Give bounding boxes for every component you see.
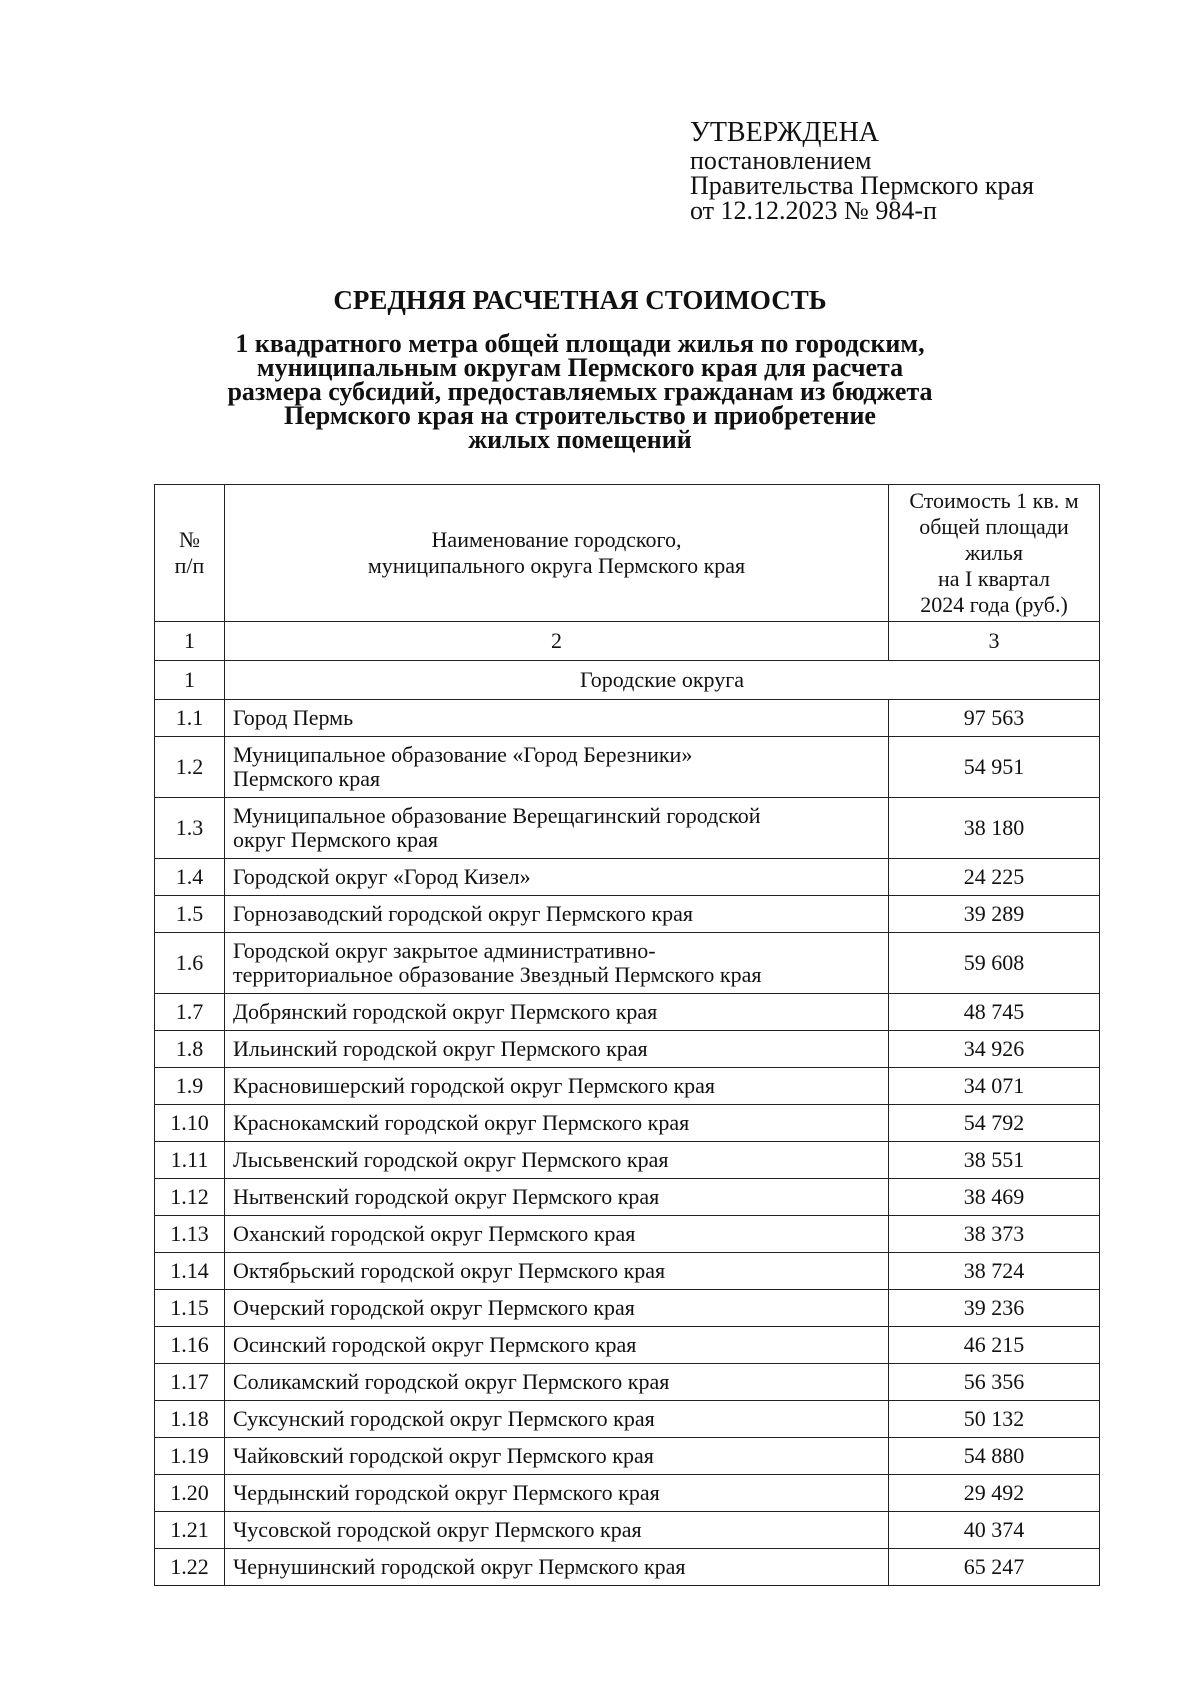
approval-line-1: постановлением — [690, 146, 872, 175]
approval-line-2: Правительства Пермского края — [690, 171, 1034, 200]
row-price: 39 289 — [889, 896, 1100, 933]
column-number-2: 2 — [225, 622, 889, 661]
header-price — [889, 485, 1100, 622]
row-name — [225, 1512, 889, 1549]
row-price: 34 071 — [889, 1068, 1100, 1105]
row-number: 1.3 — [155, 798, 225, 859]
row-price: 54 880 — [889, 1438, 1100, 1475]
subtitle-line-4: Пермского края на строительство и приобретение — [284, 401, 876, 430]
table-row — [155, 1105, 1100, 1142]
row-number: 1.17 — [155, 1364, 225, 1401]
section-number: 1 — [155, 661, 225, 700]
row-number: 1.20 — [155, 1475, 225, 1512]
row-number: 1.16 — [155, 1327, 225, 1364]
row-number: 1.13 — [155, 1216, 225, 1253]
row-number: 1.2 — [155, 737, 225, 798]
row-price: 97 563 — [889, 700, 1100, 737]
approval-stamp — [690, 118, 1034, 223]
row-name-line-1: Городской округ «Город Кизел» — [233, 864, 531, 889]
row-name — [225, 1438, 889, 1475]
row-price: 54 792 — [889, 1105, 1100, 1142]
table-row — [155, 994, 1100, 1031]
row-price: 65 247 — [889, 1549, 1100, 1586]
row-price: 38 469 — [889, 1179, 1100, 1216]
document-subtitle — [150, 329, 1010, 454]
row-name — [225, 1216, 889, 1253]
row-name — [225, 1031, 889, 1068]
row-name — [225, 700, 889, 737]
table-header-row — [155, 485, 1100, 622]
row-name — [225, 1401, 889, 1438]
row-name — [225, 1475, 889, 1512]
table-row — [155, 737, 1100, 798]
row-name-line-1: Городской округ закрытое административно- — [233, 938, 656, 963]
table-row — [155, 1142, 1100, 1179]
row-name-line-1: Муниципальное образование Верещагинский городской — [233, 803, 761, 828]
row-number: 1.11 — [155, 1142, 225, 1179]
row-price: 38 551 — [889, 1142, 1100, 1179]
row-name-line-2: территориальное образование Звездный Пермского края — [233, 962, 762, 987]
row-name-line-1: Лысьвенский городской округ Пермского края — [233, 1147, 669, 1172]
header-number-line-1: № — [179, 527, 200, 552]
row-price: 29 492 — [889, 1475, 1100, 1512]
row-price: 50 132 — [889, 1401, 1100, 1438]
row-name-line-1: Суксунский городской округ Пермского края — [233, 1406, 655, 1431]
row-name-line-1: Чердынский городской округ Пермского края — [233, 1480, 660, 1505]
row-number: 1.22 — [155, 1549, 225, 1586]
approval-line-3: от 12.12.2023 № 984-п — [690, 196, 937, 225]
row-price: 24 225 — [889, 859, 1100, 896]
row-number: 1.8 — [155, 1031, 225, 1068]
table-body — [155, 700, 1100, 1586]
row-name — [225, 798, 889, 859]
row-name — [225, 1549, 889, 1586]
document-heading — [150, 284, 1010, 452]
row-number: 1.9 — [155, 1068, 225, 1105]
row-name-line-1: Ильинский городской округ Пермского края — [233, 1036, 648, 1061]
row-price: 38 373 — [889, 1216, 1100, 1253]
row-name-line-1: Добрянский городской округ Пермского края — [233, 999, 658, 1024]
section-row — [155, 661, 1100, 700]
row-price: 48 745 — [889, 994, 1100, 1031]
row-number: 1.4 — [155, 859, 225, 896]
row-price: 56 356 — [889, 1364, 1100, 1401]
row-name-line-1: Чусовской городской округ Пермского края — [233, 1517, 642, 1542]
header-price-line-4: на I квартал — [938, 566, 1050, 591]
header-name-line-1: Наименование городского, — [431, 527, 682, 552]
row-name-line-1: Соликамский городской округ Пермского края — [233, 1369, 670, 1394]
row-name-line-2: Пермского края — [233, 766, 381, 791]
header-price-line-2: общей площади — [919, 514, 1069, 539]
subtitle-line-2: муниципальным округам Пермского края для расчета — [256, 353, 904, 382]
row-number: 1.12 — [155, 1179, 225, 1216]
table-row — [155, 859, 1100, 896]
row-name — [225, 1068, 889, 1105]
table-row — [155, 1475, 1100, 1512]
table-row — [155, 1549, 1100, 1586]
row-number: 1.14 — [155, 1253, 225, 1290]
subtitle-line-3: размера субсидий, предоставляемых гражданам из бюджета — [227, 377, 933, 406]
approval-title: УТВЕРЖДЕНА — [690, 117, 880, 148]
row-price: 54 951 — [889, 737, 1100, 798]
row-price: 38 180 — [889, 798, 1100, 859]
header-number — [155, 485, 225, 622]
table-row — [155, 1290, 1100, 1327]
row-name-line-1: Октябрьский городской округ Пермского края — [233, 1258, 666, 1283]
table-row — [155, 1512, 1100, 1549]
row-number: 1.10 — [155, 1105, 225, 1142]
row-price: 34 926 — [889, 1031, 1100, 1068]
row-number: 1.19 — [155, 1438, 225, 1475]
table-row — [155, 1253, 1100, 1290]
row-name-line-1: Горнозаводский городской округ Пермского края — [233, 901, 694, 926]
row-name-line-1: Чернушинский городской округ Пермского края — [233, 1554, 686, 1579]
table-row — [155, 933, 1100, 994]
row-name — [225, 1105, 889, 1142]
row-number: 1.21 — [155, 1512, 225, 1549]
row-number: 1.7 — [155, 994, 225, 1031]
document-title: СРЕДНЯЯ РАСЧЕТНАЯ СТОИМОСТЬ — [333, 285, 827, 315]
header-name-line-2: муниципального округа Пермского края — [367, 553, 746, 578]
header-price-line-5: 2024 года (руб.) — [920, 592, 1068, 617]
cost-table — [154, 484, 1100, 1586]
row-price: 46 215 — [889, 1327, 1100, 1364]
table-row — [155, 1031, 1100, 1068]
row-name-line-1: Нытвенский городской округ Пермского края — [233, 1184, 660, 1209]
column-number-1: 1 — [155, 622, 225, 661]
row-number: 1.1 — [155, 700, 225, 737]
table-row — [155, 1068, 1100, 1105]
row-price: 40 374 — [889, 1512, 1100, 1549]
row-number: 1.15 — [155, 1290, 225, 1327]
row-price: 39 236 — [889, 1290, 1100, 1327]
row-name-line-1: Чайковский городской округ Пермского края — [233, 1443, 654, 1468]
table-row — [155, 1438, 1100, 1475]
row-price: 38 724 — [889, 1253, 1100, 1290]
row-name-line-1: Оханский городской округ Пермского края — [233, 1221, 636, 1246]
row-price: 59 608 — [889, 933, 1100, 994]
header-price-line-1: Стоимость 1 кв. м — [909, 488, 1079, 513]
header-price-line-3: жилья — [964, 540, 1024, 565]
table-row — [155, 798, 1100, 859]
row-name-line-1: Очерский городской округ Пермского края — [233, 1295, 635, 1320]
table-row — [155, 1216, 1100, 1253]
row-name — [225, 1290, 889, 1327]
row-name-line-2: округ Пермского края — [233, 827, 439, 852]
row-number: 1.6 — [155, 933, 225, 994]
row-name — [225, 1253, 889, 1290]
header-name — [225, 485, 889, 622]
row-name-line-1: Красновишерский городской округ Пермского края — [233, 1073, 716, 1098]
row-name-line-1: Осинский городской округ Пермского края — [233, 1332, 637, 1357]
table-row — [155, 896, 1100, 933]
table-row — [155, 1401, 1100, 1438]
row-name-line-1: Муниципальное образование «Город Березники» — [233, 742, 693, 767]
row-name — [225, 1364, 889, 1401]
row-name — [225, 1179, 889, 1216]
row-name-line-1: Город Пермь — [233, 705, 354, 730]
table-row — [155, 1364, 1100, 1401]
table-row — [155, 700, 1100, 737]
row-name — [225, 737, 889, 798]
subtitle-line-5: жилых помещений — [468, 425, 692, 454]
column-number-3: 3 — [889, 622, 1100, 661]
row-name — [225, 1142, 889, 1179]
subtitle-line-1: 1 квадратного метра общей площади жилья по городским, — [235, 329, 925, 358]
header-number-line-2: п/п — [174, 553, 205, 578]
row-name — [225, 1327, 889, 1364]
section-label: Городские округа — [225, 661, 1100, 700]
row-number: 1.5 — [155, 896, 225, 933]
row-name-line-1: Краснокамский городской округ Пермского края — [233, 1110, 690, 1135]
row-name — [225, 994, 889, 1031]
row-name — [225, 859, 889, 896]
row-number: 1.18 — [155, 1401, 225, 1438]
table-row — [155, 1327, 1100, 1364]
table-row — [155, 1179, 1100, 1216]
row-name — [225, 896, 889, 933]
row-name — [225, 933, 889, 994]
column-numbers-row — [155, 622, 1100, 661]
